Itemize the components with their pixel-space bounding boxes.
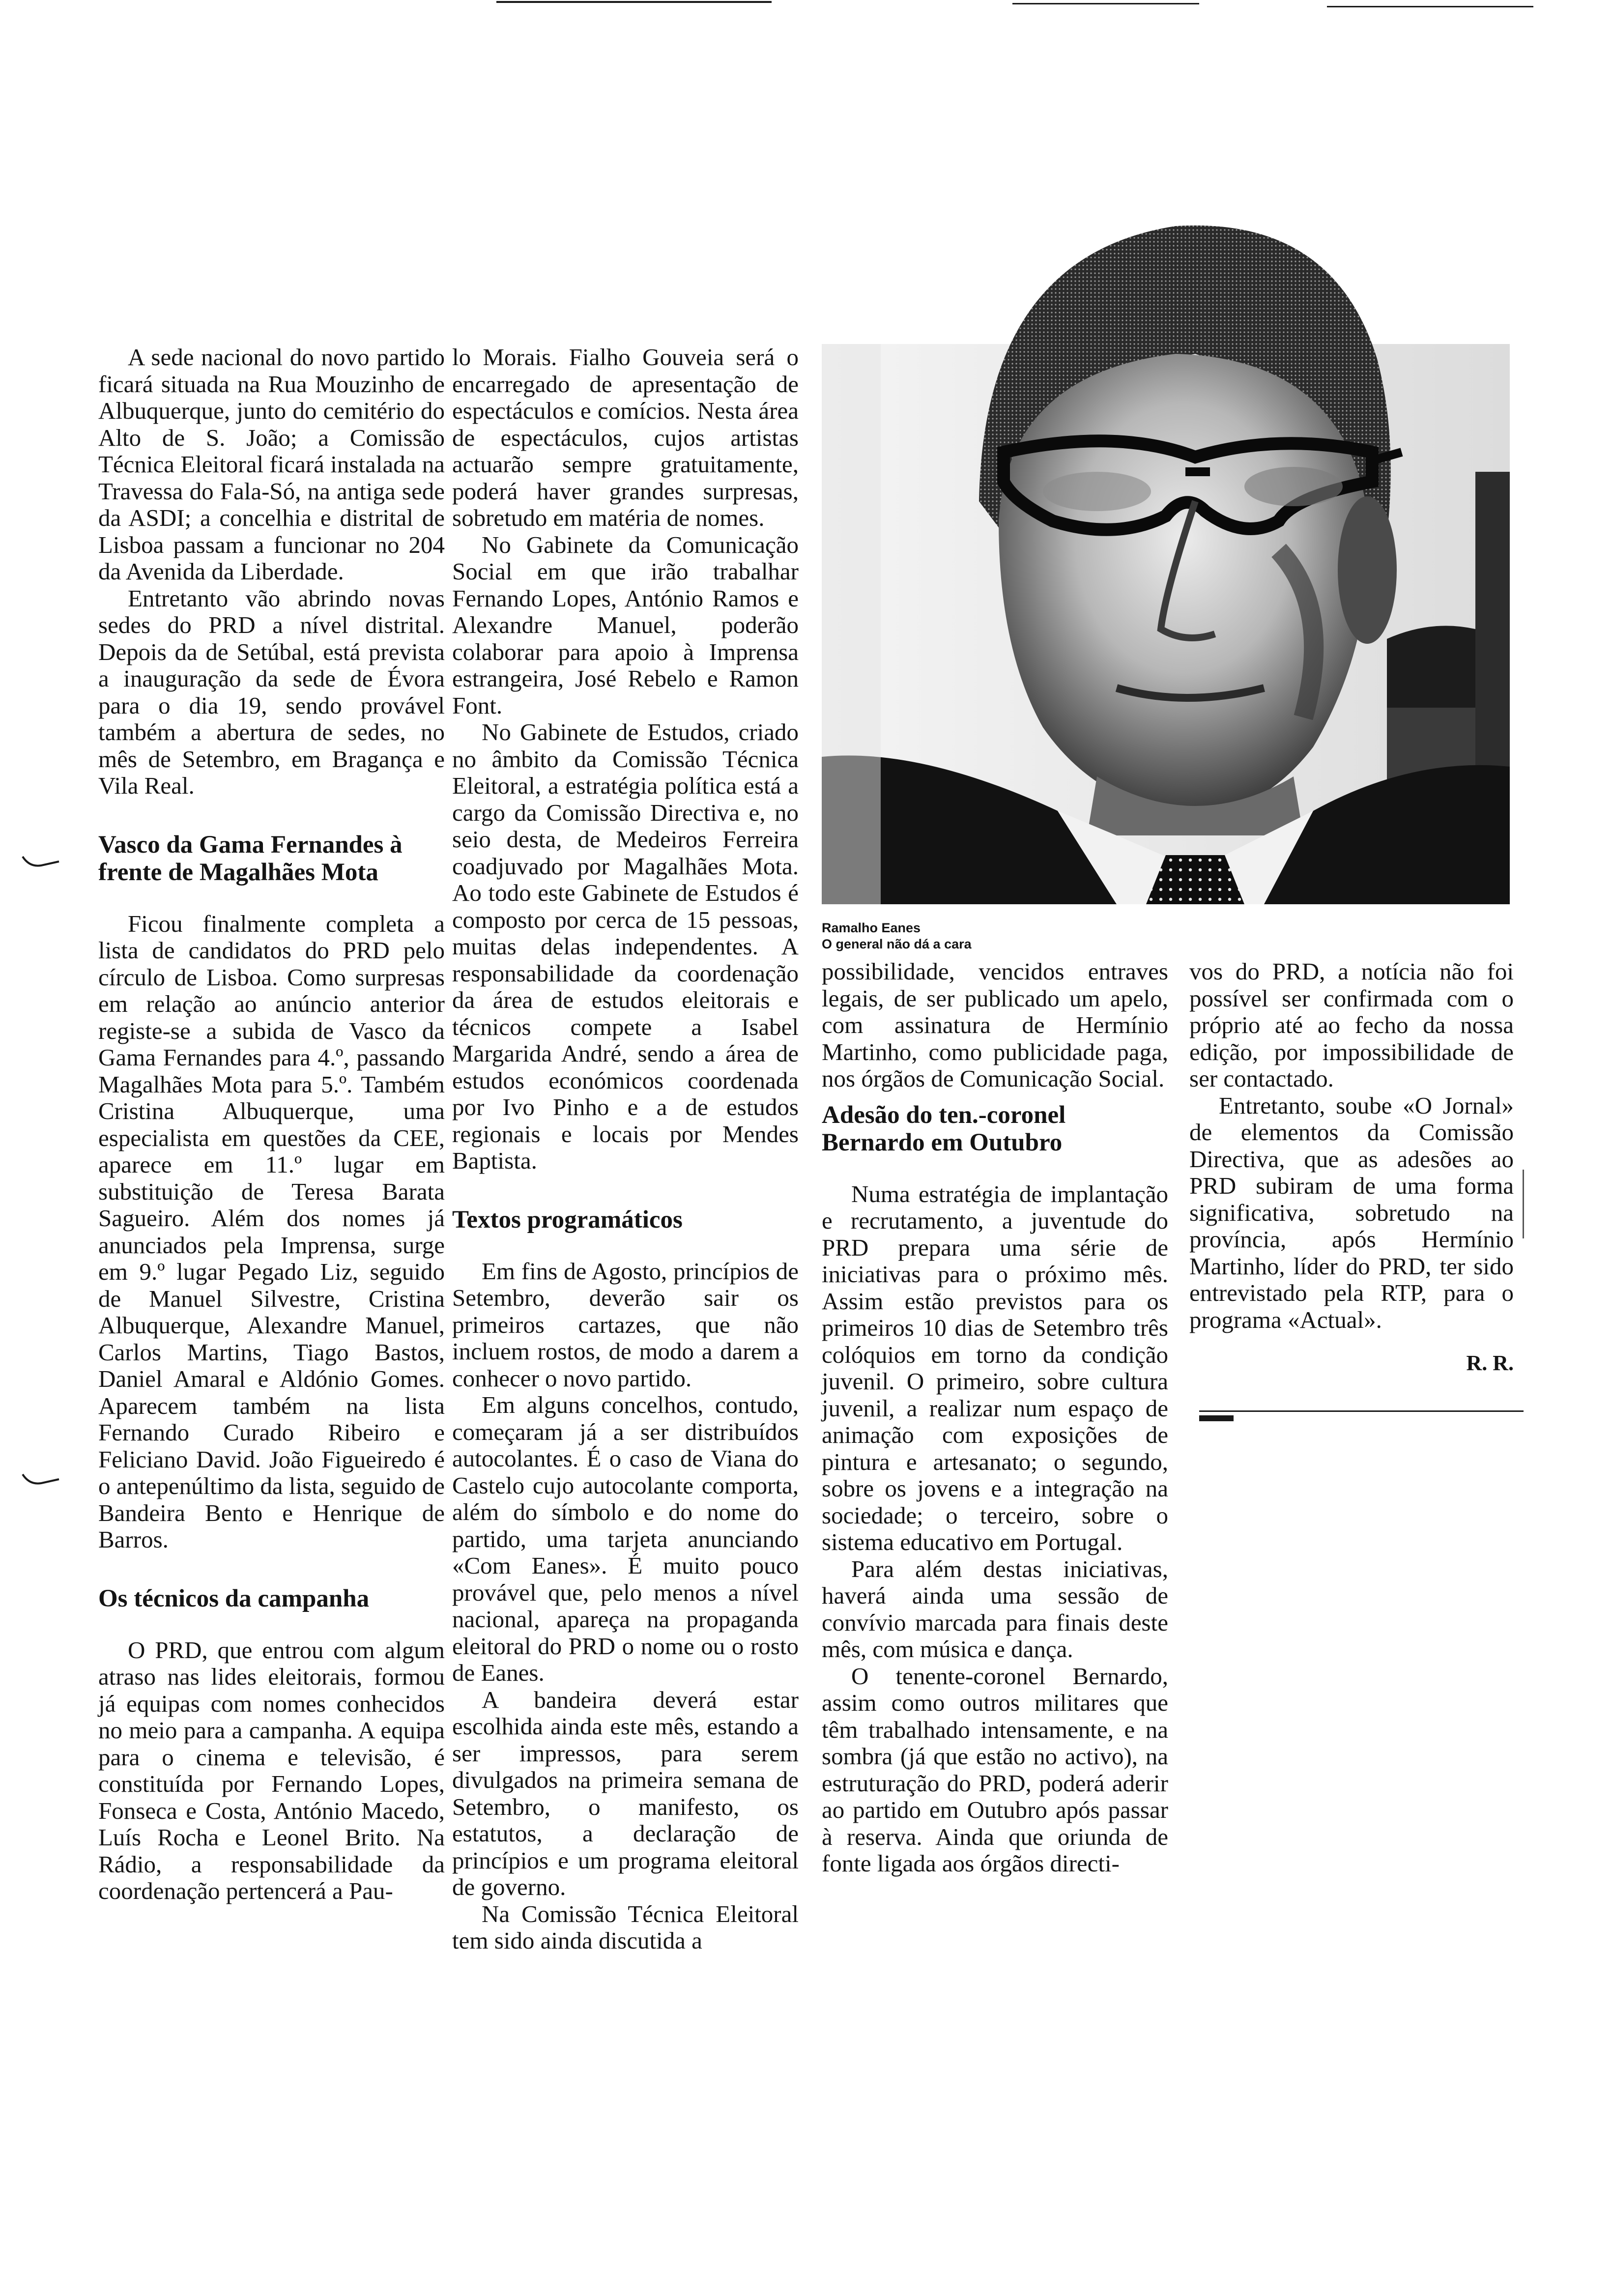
paragraph: possibilidade, vencidos entraves legais, de ser publicado um apelo, com assinatura de Hermínio Martinho, como publicidade paga, nos órgãos de Comunicação Social. xyxy=(822,958,1168,1092)
paragraph: Para além destas iniciativas, haverá ainda uma sessão de convívio marcada para finais deste mês, com música e dança. xyxy=(822,1555,1168,1663)
paragraph: No Gabinete da Comunicação Social em que irão trabalhar Fernando Lopes, António Ramos e Alexandre Manuel, poderão colaborar para apoio à Imprensa estrangeira, José Rebelo e Ramon Font. xyxy=(452,531,799,719)
margin-mark-top xyxy=(20,853,64,872)
author-signature: R. R. xyxy=(1466,1351,1514,1375)
article-column-1 xyxy=(98,344,445,1905)
end-rule-thick xyxy=(1199,1415,1234,1421)
article-column-4 xyxy=(1189,958,1514,1333)
margin-mark-bottom xyxy=(20,1470,64,1490)
section-heading: Textos programáticos xyxy=(452,1205,683,1234)
paragraph: vos do PRD, a notícia não foi possível ser confirmada com o próprio até ao fecho da nossa edição, por impossibilidade de ser contactado. xyxy=(1189,958,1514,1092)
paragraph: O tenente-coronel Bernardo, assim como outros militares que têm trabalhado intensamente, e na sombra (já que estão no activo), na estruturação do PRD, poderá aderir ao partido em Outubro após passar à reserva. Ainda que oriunda de fonte ligada aos órgãos directi- xyxy=(822,1662,1168,1877)
paragraph: Em fins de Agosto, princípios de Setembro, deverão sair os primeiros cartazes, que não incluem rostos, de modo a darem a conhecer o novo partido. xyxy=(452,1257,799,1392)
paragraph: Entretanto, soube «O Jornal» de elementos da Comissão Directiva, que as adesões ao PRD subiram de uma forma significativa, sobretudo na província, após Hermínio Martinho, líder do PRD, ter sido entrevistado pela RTP, para o programa «Actual». xyxy=(1189,1091,1514,1333)
section-heading: Os técnicos da campanha xyxy=(98,1584,370,1612)
paragraph: lo Morais. Fialho Gouveia será o encarregado de apresentação de espectáculos e comícios. Nesta área de espectáculos, cujos artistas actuarão sempre gratuitamente, poderá haver grandes surpresas, sobretudo em matéria de nomes. xyxy=(452,344,799,531)
portrait-photo xyxy=(822,197,1510,904)
paragraph: O PRD, que entrou com algum atraso nas lides eleitorais, formou já equipas com nomes conhecidos no meio para a campanha. A equipa para o cinema e televisão, é constituída por Fernando Lopes, Fonseca e Costa, António Macedo, Luís Rocha e Leonel Brito. Na Rádio, a responsabilidade da coordenação pertencerá a Pau- xyxy=(98,1636,445,1904)
section-heading: Vasco da Gama Fernandes à frente de Magalhães Mota xyxy=(98,831,403,886)
paragraph: No Gabinete de Estudos, criado no âmbito da Comissão Técnica Eleitoral, a estratégia política está a cargo da Comissão Directiva e, no seio desta, de Medeiros Ferreira coadjuvado por Magalhães Mota. Ao todo este Gabinete de Estudos é composto por cerca de 15 pessoas, muitas delas independentes. A responsabilidade da coordenação da área de estudos eleitorais e técnicos compete a Isabel Margarida André, sendo a área de estudos económicos coordenada por Ivo Pinho e a de estudos regionais e locais por Mendes Baptista. xyxy=(452,718,799,1174)
top-rule-middle xyxy=(1012,3,1199,4)
article-column-3 xyxy=(822,958,1168,1877)
paragraph: Em alguns concelhos, contudo, começaram já a ser distribuídos autocolantes. É o caso de Viana do Castelo cujo autocolante comporta, além do símbolo e do nome do partido, uma tarjeta anunciando «Com Eanes». É muito pouco provável que, pelo menos a nível nacional, apareça na propaganda eleitoral do PRD o nome ou o rosto de Eanes. xyxy=(452,1391,799,1686)
end-rule xyxy=(1199,1410,1524,1412)
top-rule-right xyxy=(1327,6,1533,7)
paragraph: A bandeira deverá estar escolhida ainda este mês, estando a ser impressos, para serem divulgados na primeira semana de Setembro, o manifesto, os estatutos, a declaração de princípios e um programa eleitoral de governo. xyxy=(452,1686,799,1900)
paragraph: Na Comissão Técnica Eleitoral tem sido ainda discutida a xyxy=(452,1900,799,1954)
caption-text: O general não dá a cara xyxy=(822,937,972,951)
paragraph: Ficou finalmente completa a lista de candidatos do PRD pelo círculo de Lisboa. Como surpresas em relação ao anúncio anterior registe-se a subida de Vasco da Gama Fernandes para 4.º, passando Magalhães Mota para 5.º. Também Cristina Albuquerque, uma especialista em questões da CEE, aparece em 11.º lugar em substituição de Teresa Barata Sagueiro. Além dos nomes já anunciados pela Imprensa, surge em 9.º lugar Pegado Liz, seguido de Manuel Silvestre, Cristina Albuquerque, Alexandre Manuel, Carlos Martins, Tiago Bastos, Daniel Amaral e Aldónio Gomes. Aparecem também na lista Fernando Curado Ribeiro e Feliciano David. João Figueiredo é o antepenúltimo da lista, seguido de Bandeira Bento e Henrique de Barros. xyxy=(98,910,445,1553)
column-separator xyxy=(1523,1170,1524,1238)
section-heading: Adesão do ten.-coronel Bernardo em Outubro xyxy=(822,1101,1066,1156)
paragraph: Entretanto vão abrindo novas sedes do PRD a nível distrital. Depois da de Setúbal, está prevista a inauguração da sede de Évora para o dia 19, sendo provável também a abertura de sedes, no mês de Setembro, em Bragança e Vila Real. xyxy=(98,584,445,799)
paragraph: A sede nacional do novo partido ficará situada na Rua Mouzinho de Albuquerque, junto do cemitério do Alto de S. João; a Comissão Técnica Eleitoral ficará instalada na Travessa do Fala-Só, na antiga sede da ASDI; a concelhia e distrital de Lisboa passam a funcionar no 204 da Avenida da Liberdade. xyxy=(98,344,445,585)
caption-name: Ramalho Eanes xyxy=(822,920,921,935)
article-column-2 xyxy=(452,344,799,1954)
photo-caption xyxy=(822,920,1166,952)
paragraph: Numa estratégia de implantação e recrutamento, a juventude do PRD prepara uma série de iniciativas para o próximo mês. Assim estão previstos para os primeiros 10 dias de Setembro três colóquios em torno da condição juvenil. O primeiro, sobre cultura juvenil, a realizar num espaço de animação com exposições de pintura e artesanato; o segundo, sobre os jovens e a integração na sociedade; o terceiro, sobre o sistema educativo em Portugal. xyxy=(822,1180,1168,1555)
top-rule-left xyxy=(496,1,772,3)
